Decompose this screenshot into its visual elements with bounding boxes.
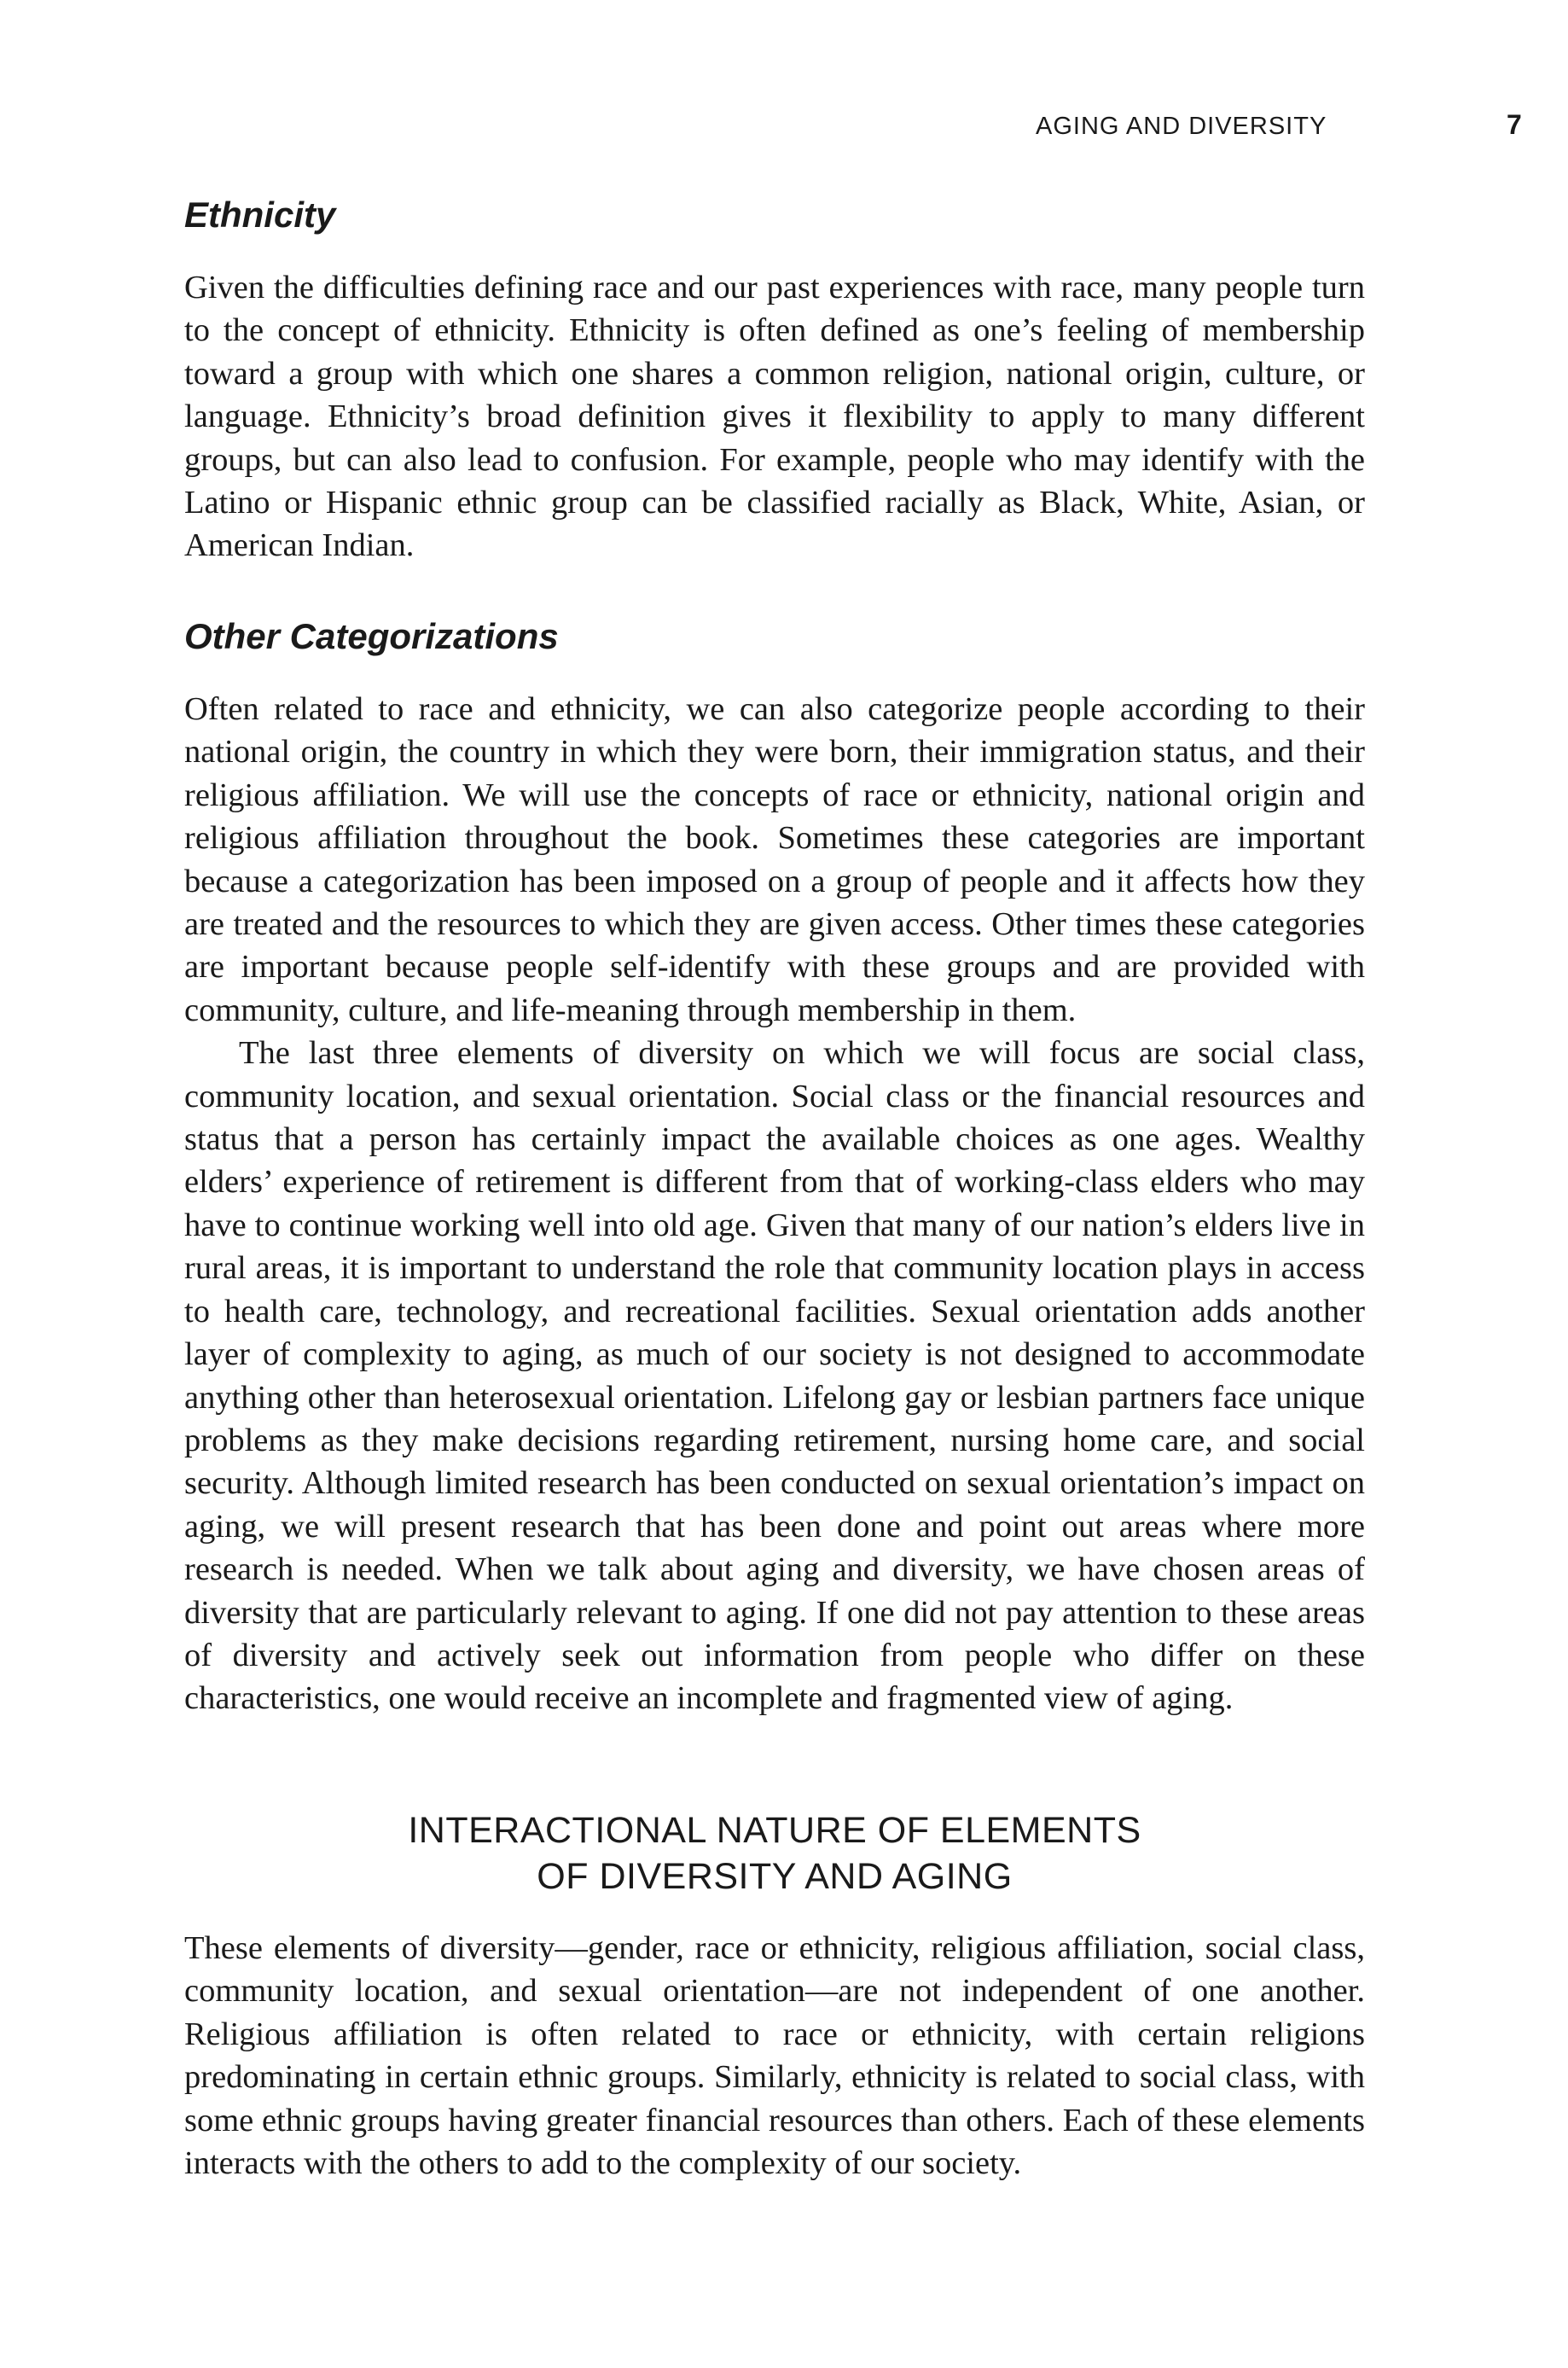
ethnicity-paragraph: Given the difficulties defining race and our past experiences with race, many people turn to the concept of ethnicity. Ethnicity is often defined as one’s feeling of membership toward a group with which one shares a common religion, national origin, culture, or language. Ethnicity’s broad definition gives it flexibility to apply to many different groups, but can also lead to confusion. For example, people who may identify with the Latino or Hispanic ethnic group can be classified racially as Black, White, Asian, or American Indian. [184, 270, 1365, 564]
other-categorizations-section [184, 616, 1365, 657]
other-paragraph-1: Often related to race and ethnicity, we can also categorize people according to their national origin, the country in which they were born, their immigration status, and their religious affiliation. We will use the concepts of race or ethnicity, national origin and religious affiliation throughout the book. Sometimes these categories are important because a categorization has been imposed on a group of people and it affects how they are treated and the resources to which they are given access. Other times these categories are important because people self-identify with these groups and are provided with community, culture, and life-meaning through membership in them. [184, 691, 1365, 1028]
ethnicity-body [184, 266, 1365, 567]
interactional-body [184, 1927, 1365, 2185]
section-heading-line-2: OF DIVERSITY AND AGING [537, 1856, 1013, 1897]
page-number: 7 [1507, 109, 1522, 140]
running-head: AGING AND DIVERSITY [1036, 113, 1327, 140]
other-categorizations-heading: Other Categorizations [184, 616, 559, 656]
ethnicity-heading: Ethnicity [184, 195, 336, 235]
interactional-paragraph: These elements of diversity—gender, race or ethnicity, religious affiliation, social class, community location, and sexual orientation—are not independent of one another. Religious affiliation is often related to race or ethnicity, with certain religions predominating in certain ethnic groups. Similarly, ethnicity is related to social class, with some ethnic groups having greater financial resources than others. Each of these elements interacts with the others to add to the complexity of our society. [184, 1930, 1365, 2182]
ethnicity-section [184, 195, 1365, 236]
interactional-section-heading [184, 1807, 1365, 1900]
other-categorizations-body [184, 688, 1365, 1720]
section-heading-line-1: INTERACTIONAL NATURE OF ELEMENTS [408, 1810, 1141, 1851]
other-paragraph-2: The last three elements of diversity on which we will focus are social class, community location, and sexual orientation. Social class or the financial resources and status that a person has certainly impact the available choices as one ages. Wealthy elders’ experience of retirement is different from that of working-class elders who may have to continue working well into old age. Given that many of our nation’s elders live in rural areas, it is important to understand the role that community location plays in access to health care, technology, and recreational facilities. Sexual orientation adds another layer of complexity to aging, as much of our society is not designed to accommodate anything other than heterosexual orientation. Lifelong gay or lesbian partners face unique problems as they make decisions regarding retirement, nursing home care, and social security. Although limited research has been conducted on sexual orientation’s impact on aging, we will present research that has been done and point out areas where more research is needed. When we talk about aging and diversity, we have chosen areas of diversity that are particularly relevant to aging. If one did not pay attention to these areas of diversity and actively seek out information from people who differ on these characteristics, one would receive an incomplete and fragmented view of aging. [184, 1035, 1365, 1717]
